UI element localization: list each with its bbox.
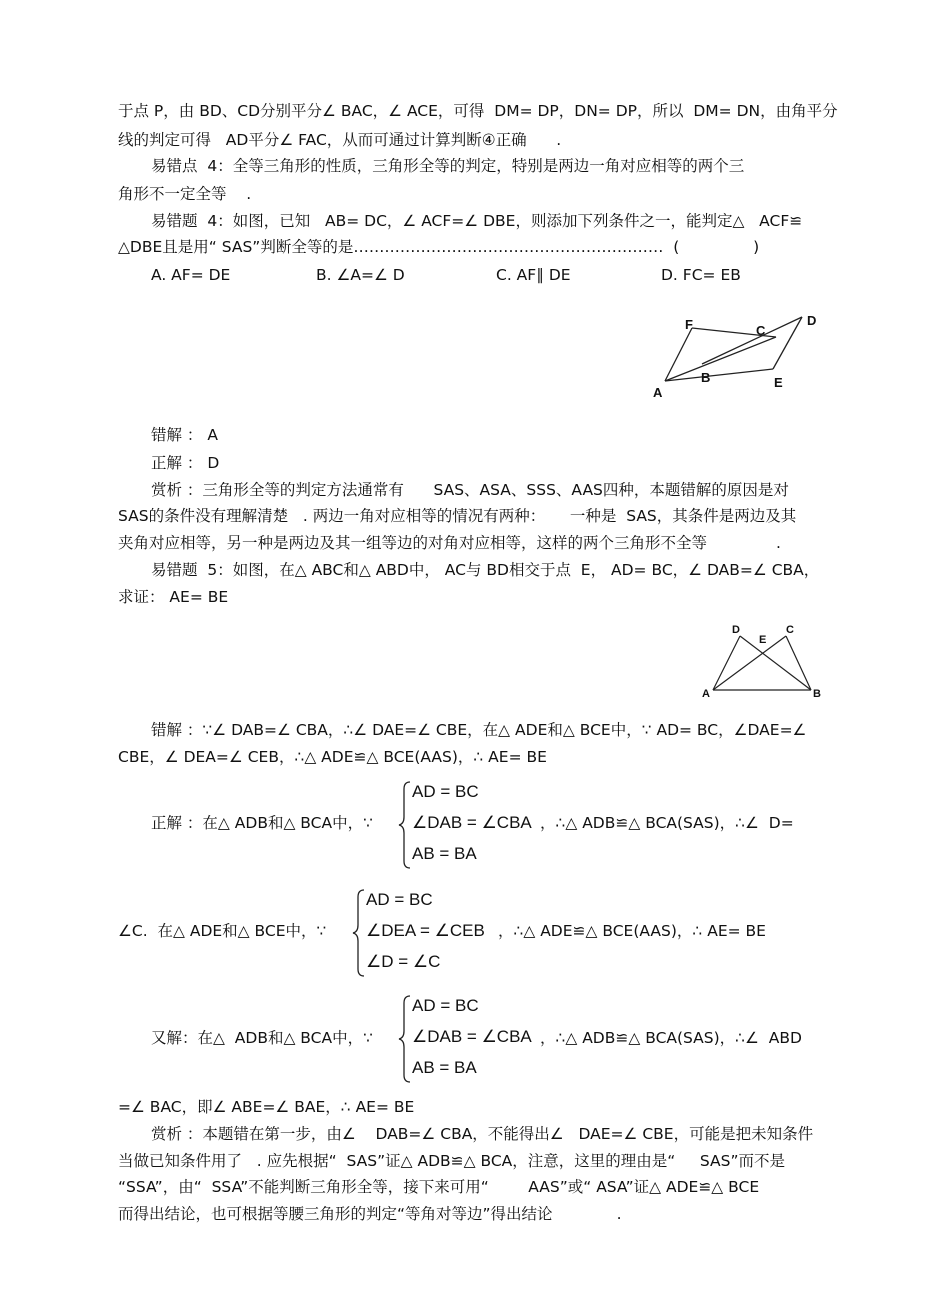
alternative-solution-5: ，∴△ ADB≌△ BCA(SAS)，∴∠ ABD xyxy=(540,1029,802,1047)
question-4-line: △DBE且是用“ SAS”判断全等的是…………………………………………………… ( ) xyxy=(118,238,760,256)
text-line: 易错点 4：全等三角形的性质，三角形全等的判定，特别是两边一角对应相等的两个三 xyxy=(151,157,745,175)
label-C: C xyxy=(756,323,766,338)
commentary-5: 赏析 ：本题错在第一步，由∠ DAB=∠ CBA，不能得出∠ DAE=∠ CBE，可能是把未知条件 xyxy=(151,1125,814,1143)
label-D: D xyxy=(807,313,817,328)
equation-system-2 xyxy=(352,887,512,979)
equation: AD = BC xyxy=(366,890,433,909)
wrong-solution-5: 错解 ：∵∠ DAB=∠ CBA，∴∠ DAE=∠ CBE，在△ ADE和△ BCE中，∵ AD= BC，∠DAE=∠ xyxy=(151,721,807,739)
equation: ∠DAB = ∠CBA xyxy=(412,1027,532,1046)
label-F: F xyxy=(685,317,693,332)
label-E: E xyxy=(759,634,767,646)
text-line: 角形不一定全等 . xyxy=(118,185,252,203)
commentary-5: “SSA”，由“ SSA”不能判断三角形全等，接下来可用“ AAS”或“ ASA”证△ ADE≌△ BCE xyxy=(118,1178,760,1196)
wrong-solution-5: CBE，∠ DEA=∠ CEB，∴△ ADE≌△ BCE(AAS)，∴ AE= BE xyxy=(118,748,547,766)
text-line: 于点 P，由 BD、CD分别平分∠ BAC，∠ ACE，可得 DM= DP，DN= DP，所以 DM= DN，由角平分 xyxy=(118,102,838,120)
option-a: A. AF= DE xyxy=(151,266,231,284)
label-B: B xyxy=(701,370,711,385)
equation: AD = BC xyxy=(412,996,479,1015)
equation: AD = BC xyxy=(412,782,479,801)
equation: ∠DAB = ∠CBA xyxy=(412,813,532,832)
correct-solution-5: ，∴△ ADE≌△ BCE(AAS)，∴ AE= BE xyxy=(498,922,766,940)
option-d: D. FC= EB xyxy=(661,266,741,284)
equation: AB = BA xyxy=(412,1058,477,1077)
label-D: D xyxy=(732,624,740,636)
figure-parallelogram xyxy=(645,305,830,405)
label-E: E xyxy=(774,375,783,390)
label-B: B xyxy=(813,688,821,700)
commentary-4: SAS的条件没有理解清楚 . 两边一角对应相等的情况有两种： 一种是 SAS，其条件是两边及其 xyxy=(118,507,797,525)
equation: ∠DEA = ∠CEB xyxy=(366,921,485,940)
brace-icon xyxy=(398,779,412,871)
commentary-5: 而得出结论，也可根据等腰三角形的判定“等角对等边”得出结论 . xyxy=(118,1205,622,1223)
label-A: A xyxy=(702,688,710,700)
question-5-line: 易错题 5：如图，在△ ABC和△ ABD中， AC与 BD相交于点 E， AD= BC，∠ DAB=∠ CBA， xyxy=(151,561,820,579)
figure-triangles xyxy=(698,620,828,702)
correct-solution-5: 正解 ：在△ ADB和△ BCA中，∵ xyxy=(151,814,373,832)
correct-solution-5: ，∴△ ADB≌△ BCA(SAS)，∴∠ D= xyxy=(540,814,794,832)
wrong-answer-4: 错解 ： A xyxy=(151,426,218,444)
brace-icon xyxy=(398,993,412,1085)
question-4-line: 易错题 4：如图，已知 AB= DC，∠ ACF=∠ DBE，则添加下列条件之一，能判定△ ACF≌ xyxy=(151,212,803,230)
brace-icon xyxy=(352,887,366,979)
equation: AB = BA xyxy=(412,844,477,863)
alternative-solution-5: 又解：在△ ADB和△ BCA中，∵ xyxy=(151,1029,373,1047)
label-C: C xyxy=(786,624,794,636)
equation-system-1 xyxy=(398,779,558,871)
right-answer-4: 正解 ： D xyxy=(151,454,220,472)
correct-solution-5: ∠C. 在△ ADE和△ BCE中，∵ xyxy=(118,922,327,940)
equation: ∠D = ∠C xyxy=(366,952,441,971)
text-line: 线的判定可得 AD平分∠ FAC，从而可通过计算判断④正确 . xyxy=(118,131,562,149)
commentary-4: 夹角对应相等，另一种是两边及其一组等边的对角对应相等，这样的两个三角形不全等 . xyxy=(118,534,781,552)
commentary-5: 当做已知条件用了 . 应先根据“ SAS”证△ ADB≌△ BCA，注意，这里的理由是“ SAS”而不是 xyxy=(118,1152,786,1170)
question-5-line: 求证： AE= BE xyxy=(118,588,229,606)
option-b: B. ∠A=∠ D xyxy=(316,266,405,284)
commentary-4: 赏析 ：三角形全等的判定方法通常有 SAS、ASA、SSS、AAS四种，本题错解的原因是对 xyxy=(151,481,789,499)
option-c: C. AF∥ DE xyxy=(496,266,571,284)
label-A: A xyxy=(653,385,663,400)
equation-system-3 xyxy=(398,993,558,1085)
alternative-solution-5: =∠ BAC，即∠ ABE=∠ BAE，∴ AE= BE xyxy=(118,1098,415,1116)
